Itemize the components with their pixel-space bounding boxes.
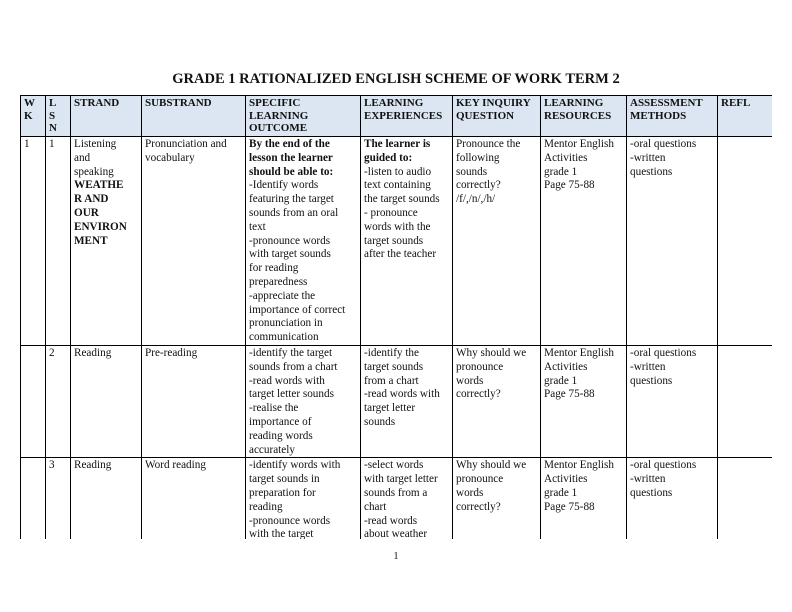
cell-line: -appreciate the — [249, 289, 316, 302]
cell-line: By the end of the — [249, 138, 330, 150]
cell-line: Reading — [74, 459, 112, 472]
table-row — [21, 458, 773, 539]
scheme-of-work-table — [20, 95, 772, 539]
cell-resources — [541, 458, 627, 539]
cell-line: importance of correct — [249, 303, 346, 316]
cell-refl — [718, 137, 773, 346]
cell-line: lesson the learner — [249, 151, 333, 164]
header-substrand: SUBSTRAND — [142, 96, 246, 137]
cell-line: text — [249, 220, 266, 233]
cell-line: target letter — [364, 402, 416, 415]
cell-line: reading words — [249, 429, 313, 442]
cell-line: after the teacher — [364, 248, 437, 261]
cell-line: correctly? — [456, 388, 501, 401]
cell-line: importance of — [249, 415, 312, 428]
cell-line: correctly? — [456, 500, 501, 513]
cell-line: Mentor English — [544, 138, 614, 150]
cell-line: preparedness — [249, 275, 308, 288]
cell-line: /f/,/n/,/h/ — [456, 193, 496, 206]
cell-assessment — [627, 137, 718, 346]
cell-assessment — [627, 458, 718, 539]
cell-line: sounds — [456, 165, 488, 178]
cell-line: Word reading — [145, 459, 206, 472]
cell-lsn — [46, 345, 71, 457]
cell-line: and — [74, 151, 91, 164]
cell-line: the target sounds — [364, 193, 440, 206]
cell-assessment — [627, 345, 718, 457]
header-refl: REFL — [718, 96, 773, 137]
cell-line: Why should we — [456, 346, 527, 359]
cell-line: -realise the — [249, 402, 299, 415]
cell-line: sounds from a — [364, 486, 428, 499]
cell-line: pronunciation in — [249, 317, 323, 330]
cell-line: with target sounds — [249, 248, 331, 261]
cell-line: preparation for — [249, 486, 316, 499]
cell-line: sounds — [364, 415, 396, 428]
scheme-table-container — [20, 95, 772, 539]
cell-substrand — [142, 458, 246, 539]
cell-line: 3 — [49, 459, 55, 472]
cell-line: speaking — [74, 165, 114, 178]
cell-inquiry — [453, 345, 541, 457]
header-inquiry: KEY INQUIRY QUESTION — [453, 96, 541, 137]
cell-line: -written — [630, 151, 666, 164]
cell-substrand — [142, 345, 246, 457]
cell-line: -oral questions — [630, 459, 697, 472]
cell-line: Activities — [544, 473, 588, 486]
cell-line: chart — [364, 500, 387, 513]
page-number: 1 — [393, 551, 399, 562]
cell-line: grade 1 — [544, 374, 578, 387]
page-title: GRADE 1 RATIONALIZED ENGLISH SCHEME OF WORK TERM 2 — [172, 71, 620, 87]
cell-line: guided to: — [364, 151, 413, 164]
cell-line: with the target — [249, 528, 314, 539]
cell-refl — [718, 345, 773, 457]
cell-line: pronounce — [456, 473, 504, 486]
cell-inquiry — [453, 137, 541, 346]
cell-outcome — [246, 458, 361, 539]
cell-strand — [71, 458, 142, 539]
cell-line: Mentor English — [544, 346, 614, 359]
cell-line: words — [456, 374, 484, 387]
cell-line: communication — [249, 331, 319, 344]
cell-line: pronounce — [456, 360, 504, 373]
cell-line: target sounds — [364, 234, 424, 247]
cell-line: -pronounce words — [249, 514, 331, 527]
cell-line: -pronounce words — [249, 234, 331, 247]
cell-line: -identify words with — [249, 459, 341, 472]
cell-line: -read words with — [249, 374, 325, 387]
cell-line: Activities — [544, 360, 588, 373]
cell-line: -Identify words — [249, 179, 319, 192]
cell-lsn — [46, 137, 71, 346]
cell-line: grade 1 — [544, 165, 578, 178]
cell-line: -listen to audio — [364, 165, 432, 178]
header-strand: STRAND — [71, 96, 142, 137]
cell-line: following — [456, 151, 500, 164]
cell-line: target letter sounds — [249, 388, 334, 401]
cell-line: Reading — [74, 346, 112, 359]
cell-line: accurately — [249, 443, 295, 456]
cell-line: target sounds — [364, 360, 424, 373]
cell-line: questions — [630, 486, 673, 499]
cell-line: OUR — [74, 206, 99, 219]
table-header-row — [21, 96, 773, 137]
cell-line: -written — [630, 473, 666, 486]
cell-line: sounds from an oral — [249, 206, 339, 219]
cell-lsn — [46, 458, 71, 539]
cell-line: -oral questions — [630, 138, 697, 150]
cell-line: sounds from a chart — [249, 360, 338, 373]
cell-line: 2 — [49, 346, 55, 359]
cell-line: words with the — [364, 220, 431, 233]
cell-line: MENT — [74, 234, 108, 247]
cell-line: R AND — [74, 193, 109, 206]
cell-substrand — [142, 137, 246, 346]
cell-strand — [71, 137, 142, 346]
cell-line: correctly? — [456, 179, 501, 192]
cell-line: questions — [630, 165, 673, 178]
cell-strand — [71, 345, 142, 457]
cell-line: featuring the target — [249, 193, 334, 206]
cell-line: Pre-reading — [145, 346, 198, 359]
cell-line: -select words — [364, 459, 424, 472]
cell-line: Activities — [544, 151, 588, 164]
header-wk: W K — [21, 96, 46, 137]
cell-line: WEATHE — [74, 179, 124, 192]
cell-line: vocabulary — [145, 151, 195, 164]
header-assessment: ASSESSMENT METHODS — [627, 96, 718, 137]
cell-line: with target letter — [364, 473, 438, 486]
cell-line: -written — [630, 360, 666, 373]
cell-line: -identify the — [364, 346, 419, 359]
cell-line: ENVIRON — [74, 220, 127, 233]
cell-line: Pronunciation and — [145, 138, 227, 150]
cell-line: from a chart — [364, 374, 419, 387]
cell-line: about weather — [364, 528, 428, 539]
table-row — [21, 345, 773, 457]
cell-line: text containing — [364, 179, 431, 192]
cell-experiences — [361, 345, 453, 457]
header-outcome: SPECIFIC LEARNING OUTCOME — [246, 96, 361, 137]
cell-line: -oral questions — [630, 346, 697, 359]
cell-line: Page 75-88 — [544, 500, 595, 513]
cell-line: Pronounce the — [456, 138, 521, 150]
cell-line: -read words — [364, 514, 418, 527]
cell-resources — [541, 137, 627, 346]
cell-line: 1 — [24, 138, 30, 150]
cell-line: for reading — [249, 262, 299, 275]
cell-line: reading — [249, 500, 283, 513]
cell-line: -read words with — [364, 388, 440, 401]
cell-line: 1 — [49, 138, 55, 150]
cell-wk — [21, 345, 46, 457]
cell-line: target sounds in — [249, 473, 320, 486]
cell-resources — [541, 345, 627, 457]
cell-line: Listening — [74, 138, 117, 150]
cell-line: -identify the target — [249, 346, 333, 359]
header-resources: LEARNING RESOURCES — [541, 96, 627, 137]
cell-line: Page 75-88 — [544, 179, 595, 192]
cell-wk — [21, 458, 46, 539]
cell-line: - pronounce — [364, 206, 418, 219]
cell-line: Mentor English — [544, 459, 614, 472]
cell-outcome — [246, 345, 361, 457]
cell-inquiry — [453, 458, 541, 539]
cell-line: Why should we — [456, 459, 527, 472]
header-lsn: L S N — [46, 96, 71, 137]
cell-line: Page 75-88 — [544, 388, 595, 401]
cell-experiences — [361, 458, 453, 539]
table-row — [21, 137, 773, 346]
cell-experiences — [361, 137, 453, 346]
cell-line: words — [456, 486, 484, 499]
header-experiences: LEARNING EXPERIENCES — [361, 96, 453, 137]
cell-line: questions — [630, 374, 673, 387]
cell-refl — [718, 458, 773, 539]
cell-wk — [21, 137, 46, 346]
cell-line: should be able to: — [249, 165, 334, 178]
cell-line: The learner is — [364, 138, 431, 150]
cell-outcome — [246, 137, 361, 346]
cell-line: grade 1 — [544, 486, 578, 499]
